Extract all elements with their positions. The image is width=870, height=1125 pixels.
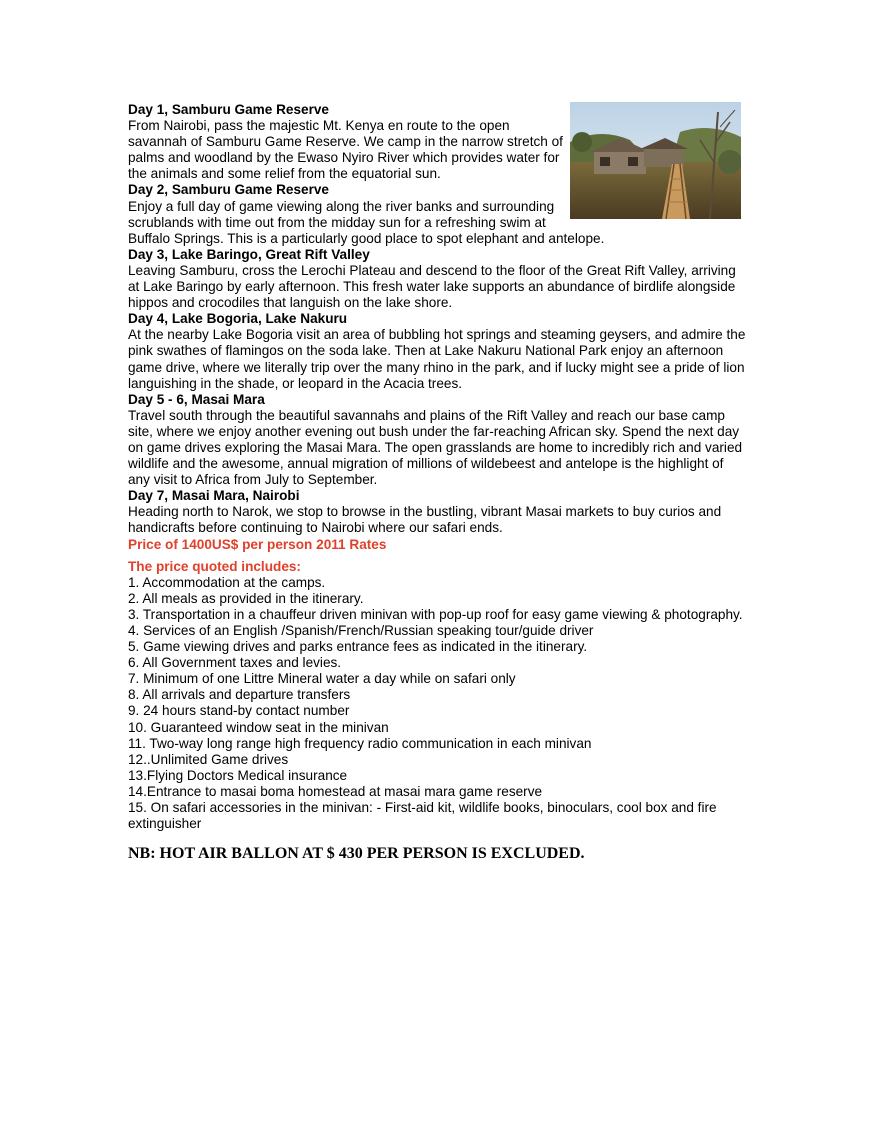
list-item: 1. Accommodation at the camps. — [128, 574, 326, 590]
list-item: 6. All Government taxes and levies. — [128, 655, 342, 671]
list-item: 4. Services of an English /Spanish/French/Russian speaking tour/guide driver — [128, 623, 594, 638]
day-3 — [128, 247, 748, 311]
includes-list — [128, 575, 748, 833]
day-4 — [128, 311, 748, 391]
day-1 — [128, 102, 748, 182]
itinerary-content — [128, 102, 748, 864]
list-item: 12..Unlimited Game drives — [128, 751, 289, 767]
includes-heading: The price quoted includes: — [128, 558, 301, 574]
day-description: Heading north to Narok, we stop to browse in the bustling, vibrant Masai markets to buy curios and handicrafts before continuing to Nairobi where our safari ends. — [128, 504, 722, 536]
list-item: 10. Guaranteed window seat in the minivan — [128, 719, 389, 735]
day-title: Day 4, Lake Bogoria, Lake Nakuru — [128, 311, 348, 327]
list-item: 9. 24 hours stand-by contact number — [128, 703, 350, 719]
list-item: 13.Flying Doctors Medical insurance — [128, 767, 348, 783]
day-title: Day 1, Samburu Game Reserve — [128, 102, 329, 117]
list-item: 3. Transportation in a chauffeur driven minivan with pop-up roof for easy game viewing & photography. — [128, 606, 743, 622]
excluded-note: NB: HOT AIR BALLON AT $ 430 PER PERSON IS EXCLUDED. — [128, 845, 585, 863]
price-line: Price of 1400US$ per person 2011 Rates — [128, 536, 387, 552]
day-title: Day 7, Masai Mara, Nairobi — [128, 488, 300, 504]
list-item: 7. Minimum of one Littre Mineral water a day while on safari only — [128, 671, 516, 687]
day-7 — [128, 488, 748, 536]
list-item: 2. All meals as provided in the itinerary. — [128, 590, 364, 606]
day-description: Leaving Samburu, cross the Lerochi Plateau and descend to the floor of the Great Rift Valley, arriving at Lake Baringo by early afternoon. This fresh water lake supports an abundance of birdlife alongside hippos and crocodiles that languish on the lake shore. — [128, 262, 736, 311]
list-item: 5. Game viewing drives and parks entrance fees as indicated in the itinerary. — [128, 639, 588, 655]
day-description: Travel south through the beautiful savannahs and plains of the Rift Valley and reach our base camp site, where we enjoy another evening out bush under the far-reaching African sky. Spend the next day on game drives exploring the Masai Mara. The open grasslands are home to incredibly rich and varied wildlife and the awesome, annual migration of millions of wildebeest and antelope is the highlight of any visit to Africa from July to September. — [128, 407, 743, 488]
day-2 — [128, 182, 748, 246]
day-5-6 — [128, 392, 748, 489]
day-title: Day 3, Lake Baringo, Great Rift Valley — [128, 246, 370, 262]
list-item: 8. All arrivals and departure transfers — [128, 687, 351, 703]
list-item: 14.Entrance to masai boma homestead at masai mara game reserve — [128, 783, 543, 799]
day-description: From Nairobi, pass the majestic Mt. Kenya en route to the open savannah of Samburu Game Reserve. We camp in the narrow stretch of palms and woodland by the Ewaso Nyiro River which provides water for the animals and some relief from the equatorial sun. — [128, 118, 563, 182]
day-description-continued: Buffalo Springs. This is a particularly good place to spot elephant and antelope. — [128, 230, 605, 246]
day-title: Day 5 - 6, Masai Mara — [128, 391, 265, 407]
list-item: 15. On safari accessories in the minivan: - First-aid kit, wildlife books, binoculars, cool box and fire extinguisher — [128, 800, 717, 832]
list-item: 11. Two-way long range high frequency radio communication in each minivan — [128, 735, 592, 751]
day-title: Day 2, Samburu Game Reserve — [128, 182, 329, 198]
day-description: Enjoy a full day of game viewing along the river banks and surrounding scrublands with time out from the midday sun for a refreshing swim at — [128, 198, 555, 230]
day-description: At the nearby Lake Bogoria visit an area of bubbling hot springs and steaming geysers, and admire the pink swathes of flamingos on the soda lake. Then at Lake Nakuru National Park enjoy an afternoon game drive, where we literally trip over the many rhino in the park, and if lucky might see a pride of lion languishing in the shade, or leopard in the Acacia trees. — [128, 327, 746, 391]
